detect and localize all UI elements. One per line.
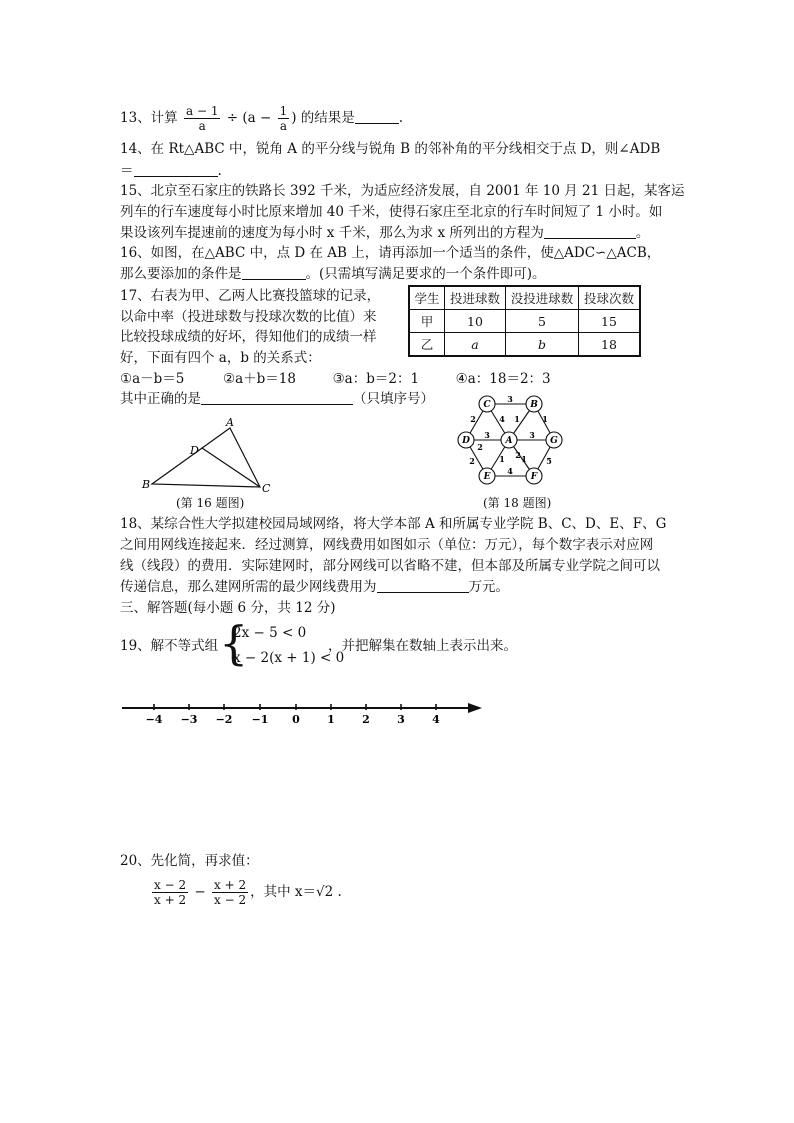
q17-options (120, 369, 551, 389)
tick-label: 3 (397, 713, 405, 726)
q18-line-2: 之间用网线连接起来．经过测算，网线费用如图如示（单位：万元），每个数字表示对应网 (120, 537, 654, 553)
tick-label: −1 (251, 713, 269, 726)
q17-line-2: 以命中率（投进球数与投球次数的比值）来 (120, 309, 377, 325)
table-header-cell: 学生 (410, 287, 445, 310)
q18-line-3: 线（线段）的费用．实际建网时，部分网线可以省略不建，但本部及所属专业学院之间可以 (120, 558, 660, 574)
q18-line-4 (120, 577, 509, 597)
q16-answer-blank[interactable] (242, 265, 306, 280)
tick-label: −2 (215, 713, 233, 726)
q20-expression (150, 878, 342, 907)
node-label-f: F (530, 472, 538, 482)
vertex-label-c: C (262, 482, 271, 495)
table-row (410, 333, 640, 356)
section-3-heading: 三、解答题(每小题 6 分，共 12 分) (120, 600, 336, 616)
q17-score-table (409, 286, 640, 356)
vertex-label-a: A (226, 416, 234, 429)
table-cell: 甲 (410, 310, 445, 333)
table-header-cell: 投进球数 (445, 287, 506, 310)
q17-answer-suffix: （只填序号） (353, 391, 434, 407)
q16-line-1: 16、如图，在△ABC 中，点 D 在 AB 上，请再添加一个适当的条件，使△ADC∽△ACB， (120, 245, 661, 261)
edge-cost: 2 (470, 414, 476, 424)
edge-cost: 1 (521, 454, 527, 464)
segment-dc (202, 448, 260, 487)
q14-end: . (217, 163, 222, 179)
tick-label: 0 (292, 713, 300, 726)
q20-frac2-den: x − 2 (214, 893, 247, 907)
table-header-row (410, 287, 640, 310)
q17-option-1: ①a－b＝5 (120, 371, 185, 387)
q15-answer-blank[interactable] (544, 224, 636, 239)
node-label-a: A (505, 436, 513, 446)
table-cell: 10 (445, 310, 506, 333)
table-cell: 15 (579, 310, 640, 333)
table-row (410, 310, 640, 333)
table-cell: 乙 (410, 333, 445, 356)
triangle-abc (152, 428, 260, 487)
q13-frac2-num: 1 (279, 104, 288, 118)
edge-cost: 5 (546, 456, 552, 466)
q17-line-4: 好，下面有四个 a，b 的关系式： (120, 350, 321, 366)
q16-end: 。(只需填写满足要求的一个条件即可)。 (305, 266, 546, 282)
q13-line (120, 104, 403, 133)
edge-cost: 1 (514, 414, 520, 424)
edge-cost: 3 (484, 430, 490, 440)
q13-answer-blank[interactable] (355, 109, 399, 124)
q19-suffix: ，并把解集在数轴上表示出来。 (328, 638, 517, 654)
q20-frac1-num: x − 2 (154, 878, 187, 892)
edge-cost: 3 (529, 430, 535, 440)
q15-prefix: 果设该列车提速前的速度为每小时 x 千米，那么为求 x 所列出的方程为 (120, 225, 544, 241)
table-header-cell: 没投进球数 (506, 287, 579, 310)
table-cell: 5 (506, 310, 579, 333)
q13-mid: ÷ (a − (226, 110, 276, 126)
edge-cost: 4 (499, 414, 505, 424)
q13-number: 13 (120, 110, 138, 126)
tick-label: −3 (180, 713, 198, 726)
edge-cost: 2 (477, 442, 483, 452)
edge-cost: 2 (515, 450, 521, 460)
q19-inequality-2: x − 2(x + 1) < 0 (233, 650, 345, 666)
table-header-cell: 投球次数 (579, 287, 640, 310)
q20-line-1: 20、先化简，再求值： (120, 853, 259, 869)
q17-option-2: ②a＋b＝18 (222, 371, 296, 387)
tick-label: 1 (327, 713, 335, 726)
q18-line-1: 18、某综合性大学拟建校园局域网络，将大学本部 A 和所属专业学院 B、C、D、E、F、G (120, 516, 667, 532)
tick-label: −4 (145, 713, 163, 726)
q14-line-2 (120, 161, 222, 181)
number-line-labels (146, 713, 441, 726)
q20-frac2-num: x + 2 (214, 878, 247, 892)
q16-line-2 (120, 264, 546, 284)
number-line-arrow (468, 703, 482, 713)
fig16-caption: (第 16 题图) (176, 496, 245, 510)
edge-cost: 3 (507, 394, 513, 404)
q17-line-3: 比较投球成绩的好坏，得知他们的成绩一样 (120, 329, 377, 345)
fig16-triangle-diagram (140, 414, 280, 498)
q20-fraction-1 (152, 878, 188, 907)
q20-minus: − (194, 884, 206, 900)
tick-label: 2 (362, 713, 370, 726)
q19-prefix: 19、解不等式组 (120, 638, 219, 654)
q17-answer-blank[interactable] (201, 390, 353, 405)
tick-label: 4 (432, 713, 440, 726)
q13-end: . (398, 110, 404, 126)
edge-cost: 4 (507, 466, 513, 476)
q20-frac1-den: x + 2 (154, 893, 187, 907)
q13-fraction-1 (184, 104, 220, 133)
q18-answer-blank[interactable] (377, 578, 469, 593)
fig18-network-diagram (452, 392, 572, 492)
q17-answer-prefix: 其中正确的是 (120, 391, 201, 407)
edge-cost: 1 (542, 414, 548, 424)
table-cell: a (445, 333, 506, 356)
node-label-e: E (483, 472, 491, 482)
table-cell: 18 (579, 333, 640, 356)
q19-inequality-1: 2x − 5 < 0 (233, 625, 307, 641)
q17-option-3: ③a：b＝2：1 (332, 371, 420, 387)
q14-line-1: 14、在 Rt△ABC 中，锐角 A 的平分线与锐角 B 的邻补角的平分线相交于点 D，则∠ADB (120, 141, 661, 157)
q15-line-2: 列车的行车速度每小时比原来增加 40 千米，使得石家庄至北京的行车时间短了 1 小时。如 (120, 204, 663, 220)
node-label-b: B (530, 400, 538, 410)
system-brace: { (219, 616, 249, 670)
vertex-label-d: D (190, 444, 199, 457)
q18-prefix: 传递信息，那么建网所需的最少网线费用为 (120, 579, 377, 595)
q20-suffix: ，其中 x＝√2 . (250, 884, 342, 900)
q13-suffix: ) 的结果是 (291, 110, 355, 126)
q16-prefix: 那么要添加的条件是 (120, 266, 242, 282)
q13-frac1-num: a − 1 (185, 104, 219, 118)
q15-line-1: 15、北京至石家庄的铁路长 392 千米，为适应经济发展，自 2001 年 10 月 21 日起，某客运 (120, 183, 685, 199)
q14-answer-blank[interactable] (134, 162, 218, 177)
q18-end: 万元。 (468, 579, 509, 595)
q14-equals: ＝ (120, 163, 134, 179)
edge-cost: 1 (499, 454, 505, 464)
q13-prefix: 、计算 (137, 110, 178, 126)
q13-frac2-den: a (279, 119, 287, 133)
number-line (120, 698, 486, 728)
q20-fraction-2 (212, 878, 248, 907)
q15-end: 。 (635, 225, 650, 241)
node-label-d: D (462, 436, 470, 446)
fig18-caption: (第 18 题图) (483, 496, 552, 510)
edge-cost: 2 (469, 456, 475, 466)
q17-answer-line (120, 389, 434, 409)
node-label-c: C (483, 400, 491, 410)
table-cell: b (506, 333, 579, 356)
node-label-g: G (550, 436, 558, 446)
q15-line-3 (120, 223, 649, 243)
vertex-label-b: B (142, 478, 151, 491)
q13-fraction-2 (278, 104, 290, 133)
q17-line-1: 17、右表为甲、乙两人比赛投篮球的记录， (120, 288, 381, 304)
q13-frac1-den: a (198, 119, 206, 133)
q17-option-4: ④a：18＝2：3 (455, 371, 551, 387)
